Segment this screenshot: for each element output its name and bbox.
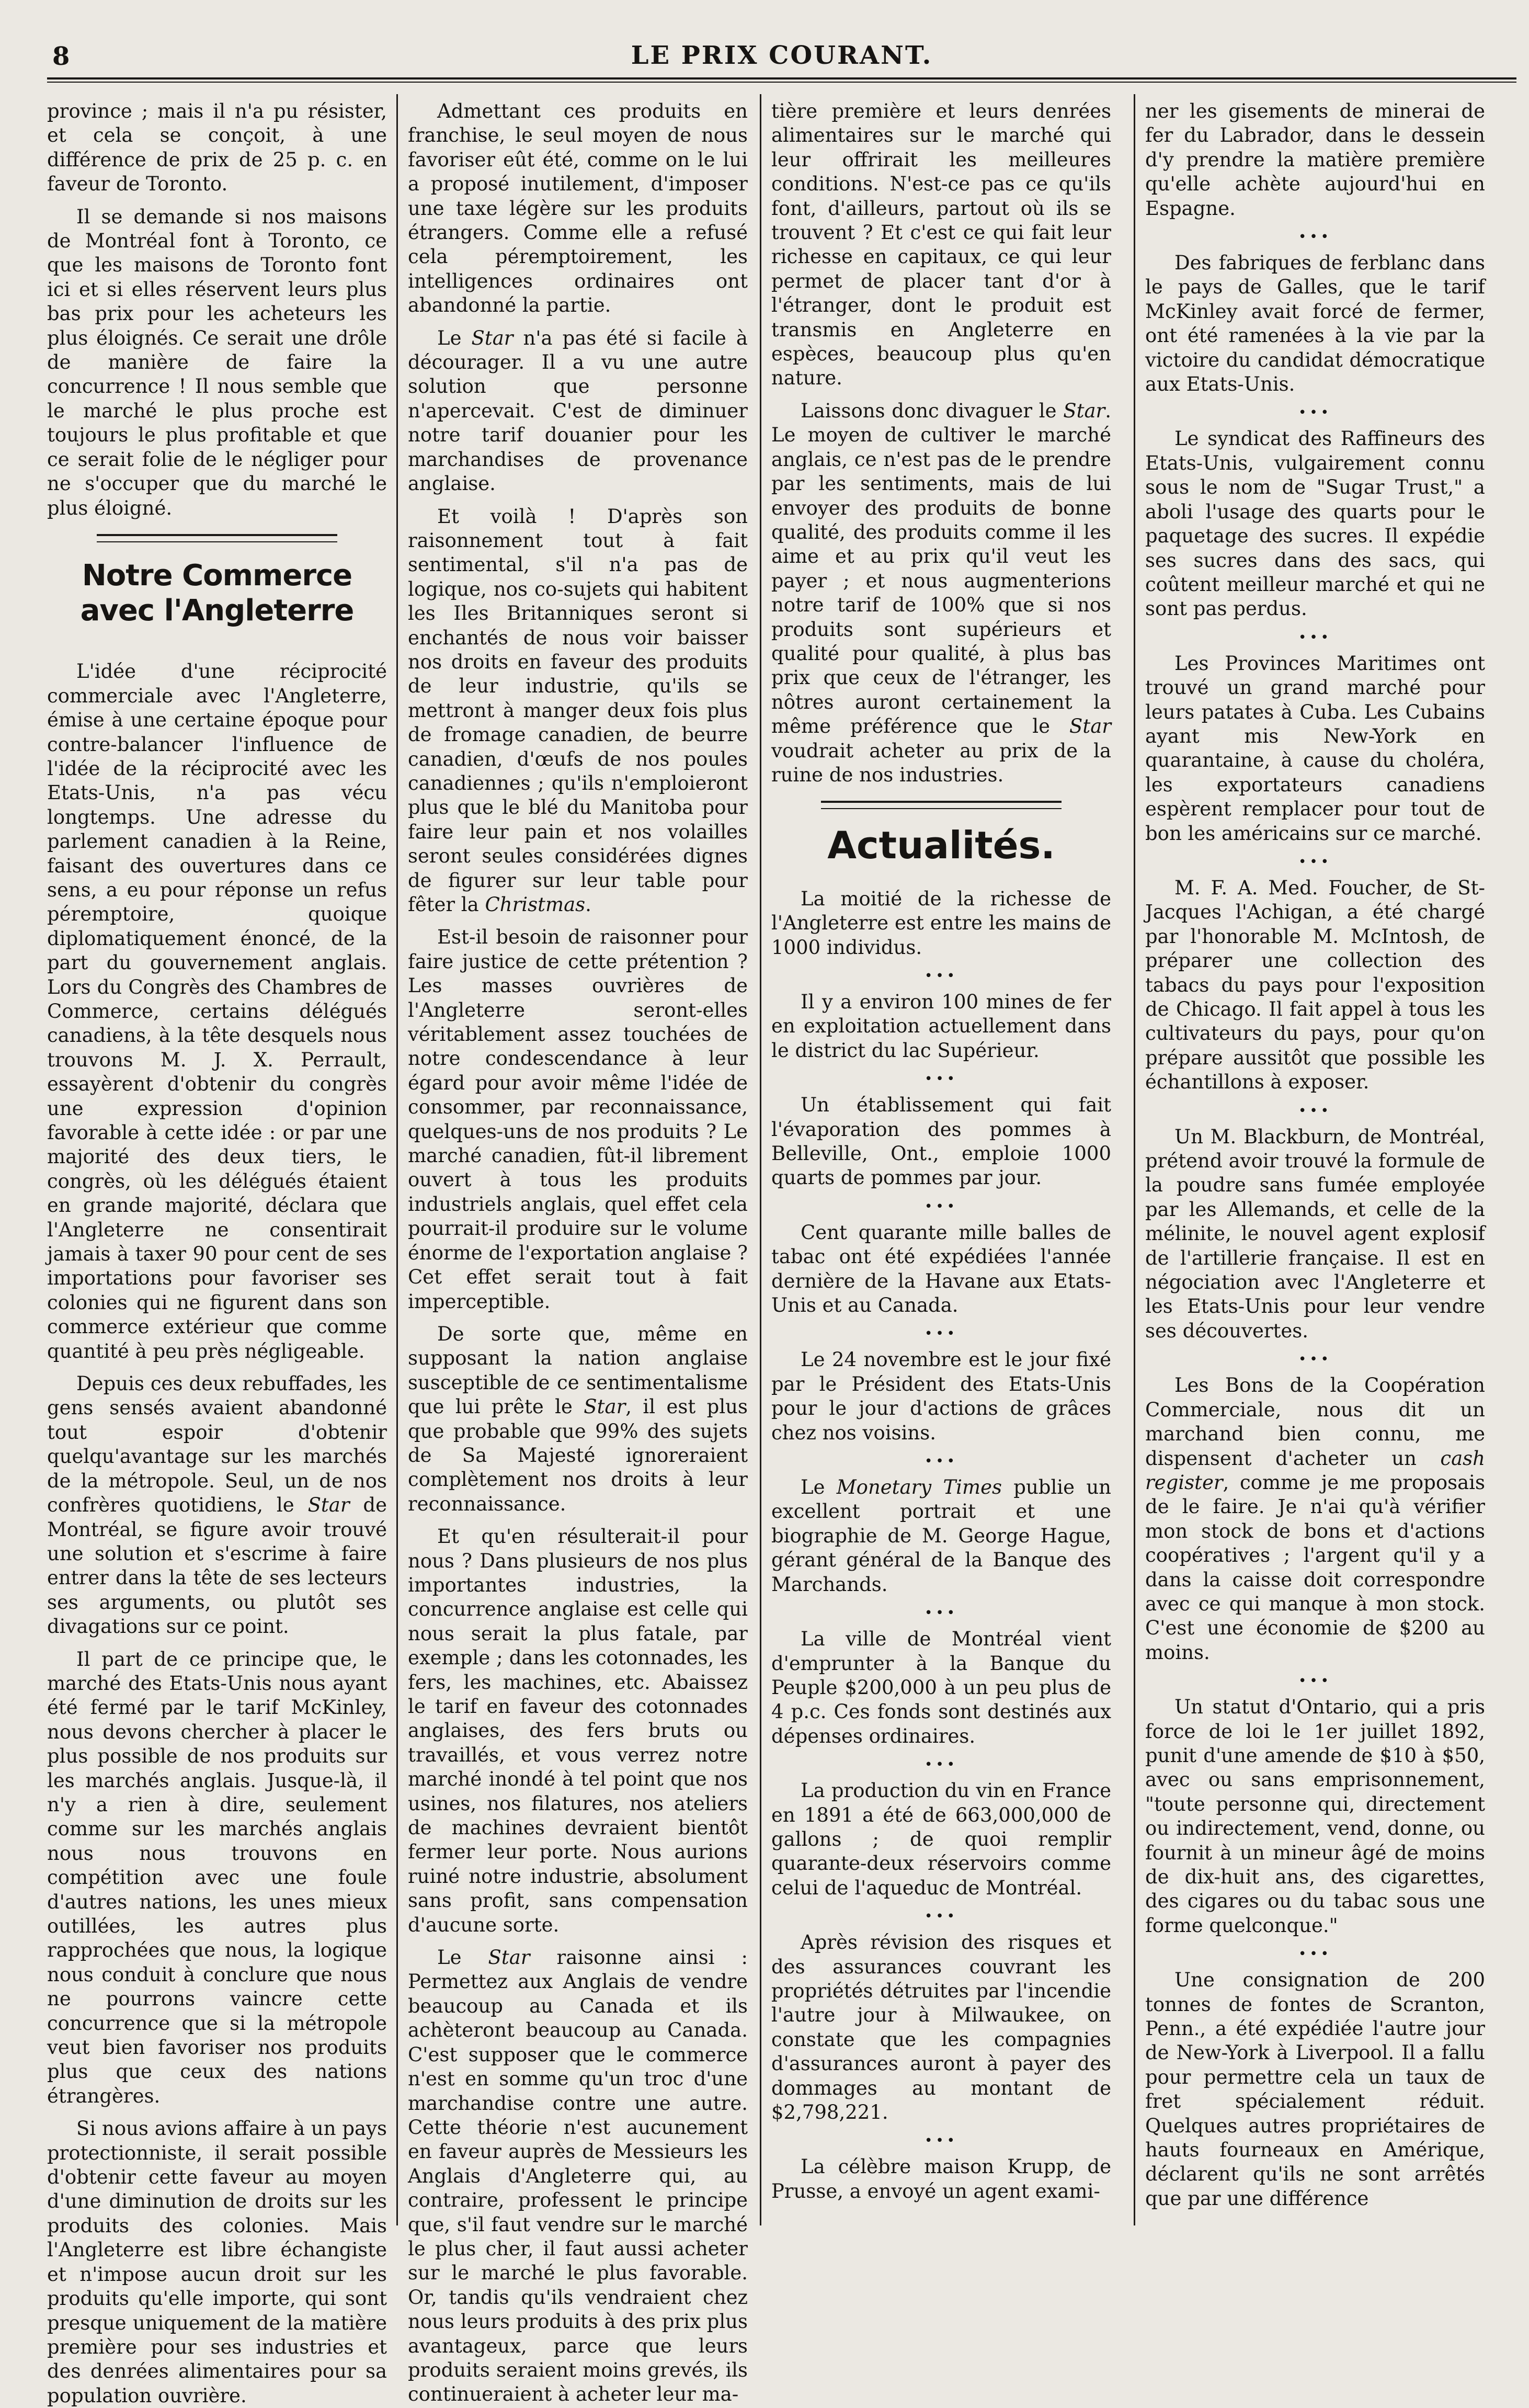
paragraph: Le Star raisonne ainsi : Permettez aux Anglais de vendre beaucoup au Canada et ils achèteront beaucoup au Canada. C'est supposer que le commerce n'est en somme qu'un troc d'une marchandise contre une autre. Cette théorie n'est aucunement en faveur auprès de Messieurs les Anglais d'Angleterre qui, au contraire, professent le principe que, s'il faut vendre sur le marché le plus cher, il faut aussi acheter sur le marché le plus favorable. Or, tandis qu'ils vendraient chez nous leurs produits à des prix plus avantageux, parce que leurs produits seraient moins grevés, ils continueraient à acheter leur ma- bbox=[408, 1946, 748, 2406]
news-item: Les Provinces Maritimes ont trouvé un grand marché pour leurs patates à Cuba. Les Cubains ayant mis New-York en quarantaine, à cause du choléra, les exportateurs canadiens espèrent remplacer pour tout de bon les américains sur ce marché. bbox=[1145, 652, 1485, 845]
section-heading: Notre Commerce avec l'Angleterre bbox=[80, 558, 354, 628]
column-3 bbox=[771, 99, 1111, 2223]
item-separator: ••• bbox=[1298, 854, 1332, 870]
news-item: ner les gisements de minerai de fer du Labrador, dans le dessein d'y prendre la matière première qu'elle achète aujourd'hui en Espagne. bbox=[1145, 100, 1485, 220]
newspaper-name: Star bbox=[471, 326, 514, 349]
news-item: Le syndicat des Raffineurs des Etats-Unis, vulgairement connu sous le nom de "Sugar Trust," a aboli l'usage des quarts pour le paquetage des sucres. Il expédie ses sucres dans des sacs, qui coûtent meilleur marché et qui ne sont pas perdus. bbox=[1145, 427, 1485, 620]
item-separator: ••• bbox=[1298, 1946, 1332, 1962]
news-item: Le 24 novembre est le jour fixé par le Président des Etats-Unis pour le jour d'actions de grâces chez nos voisins. bbox=[771, 1348, 1111, 1444]
news-item: Les Bons de la Coopération Commerciale, nous dit un marchand bien connu, me dispensent d'acheter un cash register, comme je me proposais de le faire. Je n'ai qu'à vérifier mon stock de bons et d'actions coopératives ; l'argent qu'il y a dans la caisse doit correspondre avec ce qui manque à mon stock. C'est une économie de $200 au moins. bbox=[1145, 1374, 1485, 1664]
news-item: Une consignation de 200 tonnes de fontes de Scranton, Penn., a été expédiée l'autre jour de New-York à Liverpool. Il a fallu pour permettre cela un taux de fret spécialement réduit. Quelques autres propriétaires de hauts fourneaux en Amérique, déclarent qu'ils ne sont arrêtés que par une différence bbox=[1145, 1969, 1485, 2210]
newspaper-name: Star bbox=[1069, 715, 1111, 738]
item-separator: ••• bbox=[924, 1326, 958, 1342]
item-separator: ••• bbox=[1298, 1351, 1332, 1368]
paragraph: L'idée d'une réciprocité commerciale avec l'Angleterre, émise à une certaine époque pour contre-balancer l'influence de l'idée de la réciprocité avec les Etats-Unis, n'a pas vécu longtemps. Une adresse du parlement canadien à la Reine, faisant des ouvertures dans ce sens, a eu pour réponse un refus péremptoire, quoique diplomatiquement énoncé, de la part du gouvernement anglais. Lors du Congrès des Chambres de Commerce, certains délégués canadiens, à la tête desquels nous trouvons M. J. X. Perrault, essayèrent d'obtenir du congrès une expression d'opinion favorable à cette idée : or par une majorité des deux tiers, le congrès, où les délégués étaient en grande majorité, déclara que l'Angleterre ne consentirait jamais à taxer 90 pour cent de ses importations pour favoriser ses colonies qui ne figurent dans son commerce extérieur que comme quantité à peu près négligeable. bbox=[47, 660, 387, 1362]
newspaper-name: Star bbox=[307, 1494, 350, 1517]
item-separator: ••• bbox=[924, 968, 958, 984]
paragraph: Et qu'en résulterait-il pour nous ? Dans plusieurs de nos plus importantes industries, la concurrence anglaise est celle qui nous serait la plus fatale, par exemple ; dans les cotonnades, les fers, les machines, etc. Abaissez le tarif en faveur des cotonnades anglaises, des fers bruts ou travaillés, et vous verrez notre marché inondé à tel point que nos usines, nos filatures, nos ateliers de machines devraient bientôt fermer leur porte. Nous aurions ruiné notre industrie, absolument sans profit, sans compensation d'aucune sorte. bbox=[408, 1525, 748, 1936]
paragraph: Est-il besoin de raisonner pour faire justice de cette prétention ? Les masses ouvrières de l'Angleterre seront-elles véritablement assez touchées de notre condescendance à leur égard pour avoir même l'idée de consommer, par reconnaissance, quelques-uns de nos produits ? Le marché canadien, fût-il librement ouvert à tous les produits industriels anglais, quel effet cela pourrait-il produire sur le volume énorme de l'exportation anglaise ? Cet effet serait tout à fait imperceptible. bbox=[408, 926, 748, 1313]
item-separator: ••• bbox=[1298, 405, 1332, 421]
paragraph: Laissons donc divaguer le Star. Le moyen de cultiver le marché anglais, ce n'est pas de le prendre par les sentiments, mais de lui envoyer des produits de bonne qualité, des produits comme il les aime et au prix qu'il veut les payer ; et nous augmenterions notre tarif de 100% que si nos produits sont supérieurs et qualité pour qualité, à plus bas prix que ceux de l'étranger, les nôtres auront certainement la même préférence que le Star voudrait acheter au prix de la ruine de nos industries. bbox=[771, 399, 1111, 786]
paragraph: Le Star n'a pas été si facile à décourager. Il a vu une autre solution que personne n'apercevait. C'est de diminuer notre tarif douanier pour les marchandises de provenance anglaise. bbox=[408, 326, 748, 495]
running-title: LE PRIX COURANT. bbox=[631, 41, 933, 70]
paragraph: tière première et leurs denrées alimentaires sur le marché qui leur offrirait les meilleures conditions. N'est-ce pas ce qu'ils font, d'ailleurs, partout où ils se trouvent ? Et c'est ce qui fait leur richesse en capitaux, ce qui leur permet de placer tant d'or à l'étranger, dont le produit est transmis en Angleterre en espèces, beaucoup plus qu'en nature. bbox=[771, 100, 1111, 390]
item-separator: ••• bbox=[924, 1909, 958, 1925]
news-item: Le Monetary Times publie un excellent portrait et une biographie de M. George Hague, gérant général de la Banque des Marchands. bbox=[771, 1476, 1111, 1596]
news-item: La moitié de la richesse de l'Angleterre est entre les mains de 1000 individus. bbox=[771, 887, 1111, 959]
emphasis: Christmas bbox=[485, 893, 586, 916]
column-rule bbox=[1134, 94, 1135, 2225]
page-number: 8 bbox=[52, 42, 70, 71]
newspaper-name: Star bbox=[488, 1946, 530, 1969]
section-heading: Actualités. bbox=[827, 823, 1055, 868]
news-item: La ville de Montréal vient d'emprunter à la Banque du Peuple $200,000 à un peu plus de 4 p.c. Ces fonds sont destinés aux dépenses ordinaires. bbox=[771, 1628, 1111, 1747]
item-separator: ••• bbox=[1298, 1103, 1332, 1119]
item-separator: ••• bbox=[924, 1605, 958, 1621]
item-separator: ••• bbox=[1298, 1673, 1332, 1689]
section-divider bbox=[97, 534, 337, 542]
item-separator: ••• bbox=[1298, 629, 1332, 645]
paragraph: Si nous avions affaire à un pays protectionniste, il serait possible d'obtenir cette faveur au moyen d'une diminution de droits sur les produits des colonies. Mais l'Angleterre est libre échangiste et n'impose aucun droit sur les produits qu'elle importe, qui sont presque uniquement de la matière première pour ses industries et des denrées alimentaires pour sa population ouvrière. bbox=[47, 2117, 387, 2407]
paragraph: Et voilà ! D'après son raisonnement tout à fait sentimental, s'il n'a pas de logique, nos co-sujets qui habitent les Iles Britanniques seront si enchantés de nous voir baisser nos droits en faveur des produits de leur industrie, qu'ils se mettront à manger deux fois plus de fromage canadien, de beurre canadien, d'œufs de nos poules canadiennes ; qu'ils n'emploieront plus que le blé du Manitoba pour faire leur pain et nos volailles seront seules considérées dignes de figurer sur leur table pour fêter la Christmas. bbox=[408, 505, 748, 916]
news-item: Un M. Blackburn, de Montréal, prétend avoir trouvé la formule de la poudre sans fumée employée par les Allemands, et celle de la mélinite, le nouvel agent explosif de l'artillerie française. Il est en négociation avec l'Angleterre et les Etats-Unis pour leur vendre ses découvertes. bbox=[1145, 1125, 1485, 1342]
header-rule-thin bbox=[47, 82, 1516, 83]
newspaper-name: Star bbox=[584, 1395, 626, 1418]
paragraph: De sorte que, même en supposant la nation anglaise susceptible de ce sentimentalisme que lui prête le Star, il est plus que probable que 99% des sujets de Sa Majesté ignoreraient complètement nos droits à leur reconnaissance. bbox=[408, 1322, 748, 1515]
news-item: La célèbre maison Krupp, de Prusse, a envoyé un agent exami- bbox=[771, 2155, 1111, 2202]
paragraph: Depuis ces deux rebuffades, les gens sensés avaient abandonné tout espoir d'obtenir quelqu'avantage sur les marchés de la métropole. Seul, un de nos confrères quotidiens, le Star de Montréal, se figure avoir trouvé une solution et s'escrime à faire entrer dans la tête de ses lecteurs ses arguments, ou plutôt ses divagations sur ce point. bbox=[47, 1372, 387, 1638]
column-rule bbox=[760, 94, 761, 2225]
newspaper-name: Star bbox=[1063, 399, 1105, 422]
item-separator: ••• bbox=[924, 2133, 958, 2149]
paragraph: province ; mais il n'a pu résister, et cela se conçoit, à une différence de prix de 25 p. c. en faveur de Toronto. bbox=[47, 100, 387, 196]
item-separator: ••• bbox=[924, 1071, 958, 1087]
paragraph: Il part de ce principe que, le marché des Etats-Unis nous ayant été fermé par le tarif McKinley, nous devons chercher à placer le plus possible de nos produits sur les marchés anglais. Jusque-là, il n'y a rien à dire, seulement comme sur les marchés anglais nous nous trouvons en compétition avec une foule d'autres nations, les unes mieux outillées, les autres plus rapprochées que nous, la logique nous conduit à conclure que nous ne pourrons vaincre cette concurrence que si la métropole veut bien favoriser nos produits plus que ceux des nations étrangères. bbox=[47, 1648, 387, 2107]
header-rule bbox=[47, 77, 1516, 79]
newspaper-name: Monetary Times bbox=[836, 1476, 1002, 1499]
item-separator: ••• bbox=[1298, 229, 1332, 245]
news-item: Des fabriques de ferblanc dans le pays de Galles, que le tarif McKinley avait forcé de fermer, ont été ramenées à la vie par la victoire du candidat démocratique aux Etats-Unis. bbox=[1145, 252, 1485, 396]
news-item: La production du vin en France en 1891 a été de 663,000,000 de gallons ; de quoi remplir quarante-deux réservoirs comme celui de l'aqueduc de Montréal. bbox=[771, 1779, 1111, 1899]
news-item: Cent quarante mille balles de tabac ont été expédiées l'année dernière de la Havane aux Etats-Unis et au Canada. bbox=[771, 1221, 1111, 1317]
page-header bbox=[47, 21, 1516, 78]
column-2 bbox=[408, 99, 748, 2406]
paragraph: Il se demande si nos maisons de Montréal font à Toronto, ce que les maisons de Toronto font ici et si elles réservent leurs plus bas prix pour les acheteurs les plus éloignés. Ce serait une drôle de manière de faire la concurrence ! Il nous semble que le marché le plus proche est toujours le plus profitable et que ce serait folie de le négliger pour ne s'occuper que du marché le plus éloigné. bbox=[47, 205, 387, 519]
news-item: Un statut d'Ontario, qui a pris force de loi le 1er juillet 1892, punit d'une amende de $10 à $50, avec ou sans emprisonnement, "toute personne qui, directement ou indirectement, vend, donne, ou fournit à un mineur âgé de moins de dix-huit ans, des cigarettes, des cigares ou du tabac sous une forme quelconque." bbox=[1145, 1696, 1485, 1937]
section-divider bbox=[821, 801, 1062, 809]
paragraph: Admettant ces produits en franchise, le seul moyen de nous favoriser eût été, comme on le lui a proposé inutilement, d'imposer une taxe légère sur les produits étrangers. Comme elle a refusé cela péremptoirement, les intelligences ordinaires ont abandonné la partie. bbox=[408, 100, 748, 317]
column-1 bbox=[47, 99, 387, 2407]
column-4 bbox=[1145, 99, 1485, 2223]
news-item: Un établissement qui fait l'évaporation des pommes à Belleville, Ont., emploie 1000 quarts de pommes par jour. bbox=[771, 1094, 1111, 1189]
news-item: M. F. A. Med. Foucher, de St-Jacques l'Achigan, a été chargé par l'honorable M. McIntosh, de préparer une collection des tabacs du pays pour l'exposition de Chicago. Il fait appel à tous les cultivateurs du pays, pour qu'on prépare aussitôt que possible les échantillons à exposer. bbox=[1145, 876, 1485, 1094]
emphasis: cash register bbox=[1145, 1447, 1485, 1494]
item-separator: ••• bbox=[924, 1453, 958, 1470]
column-rule bbox=[396, 94, 398, 2225]
item-separator: ••• bbox=[924, 1198, 958, 1214]
news-item: Après révision des risques et des assurances couvrant les propriétés détruites par l'incendie l'autre jour à Milwaukee, on constate que les compagnies d'assurances auront à payer des dommages au montant de $2,798,221. bbox=[771, 1931, 1111, 2124]
news-item: Il y a environ 100 mines de fer en exploitation actuellement dans le district du lac Supérieur. bbox=[771, 990, 1111, 1062]
item-separator: ••• bbox=[924, 1757, 958, 1773]
